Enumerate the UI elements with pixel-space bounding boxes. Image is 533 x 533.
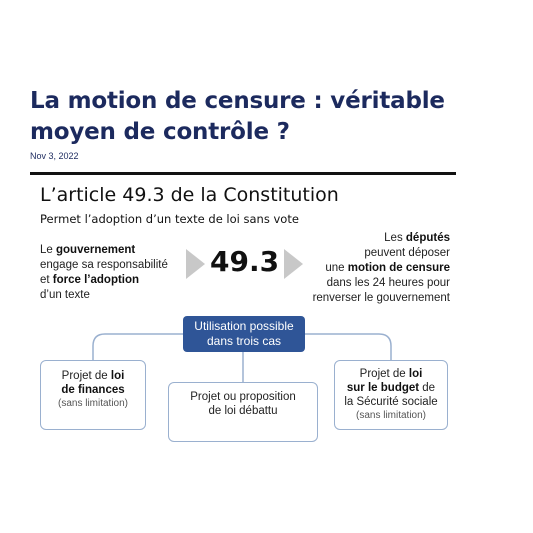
badge-line-1: Utilisation possible [194, 319, 294, 333]
infographic-subtitle: Permet l’adoption d’un texte de loi sans vote [40, 212, 299, 226]
right-text-2: peuvent déposer [364, 247, 450, 259]
case2-line-2: de loi débattu [208, 405, 278, 417]
article-number: 49.3 [210, 245, 280, 278]
left-text-1: Le [40, 244, 56, 256]
case1-text: Projet de [61, 370, 111, 382]
right-text-3: une [325, 262, 348, 274]
badge-line-2: dans trois cas [206, 334, 282, 348]
right-bold-1: députés [405, 232, 450, 244]
case1-bold-1: loi [110, 370, 125, 382]
usage-badge [183, 316, 305, 352]
article-title: La motion de censure : véritable moyen de contrôle ? [30, 88, 445, 145]
left-text-3: et [40, 274, 53, 286]
case3-line-3: la Sécurité sociale [344, 396, 438, 408]
infographic [30, 172, 456, 421]
right-bold-2: motion de censure [347, 262, 450, 274]
case2-line-1: Projet ou proposition [190, 391, 296, 403]
right-text-4: dans les 24 heures pour [326, 277, 450, 289]
case3-text-2: de [419, 382, 436, 394]
left-bold-1: gouvernement [56, 244, 136, 256]
article-date: Nov 3, 2022 [30, 151, 79, 161]
case3-bold-1: loi [408, 368, 423, 380]
left-text-4: d’un texte [40, 289, 90, 301]
infographic-title: L’article 49.3 de la Constitution [40, 184, 339, 206]
case1-note: (sans limitation) [57, 398, 129, 409]
right-text-1: Les [384, 232, 406, 244]
case3-bold-2: sur le budget [346, 382, 420, 394]
left-text-2: engage sa responsabilité [40, 259, 168, 271]
left-bold-2: force l’adoption [52, 274, 140, 286]
case-card-bill [168, 382, 318, 442]
case3-text-1: Projet de [359, 368, 409, 380]
right-text-5: renverser le gouvernement [312, 292, 450, 304]
case-card-social-security [334, 360, 448, 430]
case-card-finances [40, 360, 146, 430]
case3-note: (sans limitation) [355, 410, 427, 421]
case1-bold-2: de finances [61, 384, 125, 396]
